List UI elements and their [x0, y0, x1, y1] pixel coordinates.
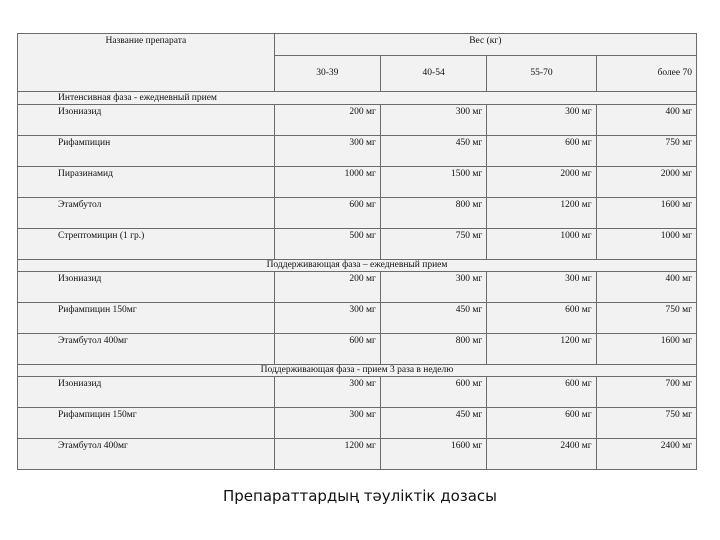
dose-cell: 1000 мг [274, 167, 380, 198]
drug-name-cell: Рифампицин [18, 136, 275, 167]
dose-cell: 300 мг [274, 136, 380, 167]
dose-cell: 1000 мг [596, 229, 696, 260]
dose-cell: 750 мг [596, 303, 696, 334]
dose-cell: 750 мг [596, 408, 696, 439]
dose-cell: 1200 мг [487, 334, 596, 365]
dosage-table [17, 33, 697, 470]
dose-cell: 300 мг [487, 105, 596, 136]
dose-cell: 600 мг [487, 303, 596, 334]
dose-cell: 500 мг [274, 229, 380, 260]
dose-cell: 1600 мг [596, 198, 696, 229]
section-row [18, 260, 697, 272]
dose-cell: 450 мг [380, 303, 486, 334]
table-row [18, 377, 697, 408]
drug-name-cell: Изониазид [18, 105, 275, 136]
dose-cell: 400 мг [596, 272, 696, 303]
dose-cell: 800 мг [380, 334, 486, 365]
drug-name-cell: Этамбутол [18, 198, 275, 229]
dose-cell: 1000 мг [487, 229, 596, 260]
slide-caption: Препараттардың тәуліктік дозасы [222, 487, 498, 505]
dose-cell: 200 мг [274, 105, 380, 136]
dose-cell: 450 мг [380, 408, 486, 439]
section-title: Поддерживающая фаза - прием 3 раза в неделю [18, 365, 697, 377]
dose-cell: 600 мг [380, 377, 486, 408]
table-row [18, 167, 697, 198]
dose-cell: 1500 мг [380, 167, 486, 198]
table-row [18, 408, 697, 439]
table-row [18, 334, 697, 365]
dose-cell: 600 мг [487, 136, 596, 167]
weight-range-cell: 40-54 [380, 56, 486, 92]
table-row [18, 272, 697, 303]
dose-cell: 2000 мг [487, 167, 596, 198]
dose-cell: 200 мг [274, 272, 380, 303]
dose-cell: 300 мг [274, 377, 380, 408]
dose-cell: 300 мг [274, 303, 380, 334]
weight-range-cell: более 70 [596, 56, 696, 92]
dose-cell: 300 мг [487, 272, 596, 303]
dose-cell: 300 мг [274, 408, 380, 439]
drug-name-cell: Этамбутол 400мг [18, 439, 275, 470]
dose-cell: 300 мг [380, 272, 486, 303]
dose-cell: 1600 мг [380, 439, 486, 470]
weight-range-cell: 30-39 [274, 56, 380, 92]
section-title: Интенсивная фаза - ежедневный прием [18, 92, 697, 105]
drug-name-cell: Рифампицин 150мг [18, 408, 275, 439]
drug-name-cell: Изониазид [18, 272, 275, 303]
header-row [18, 34, 697, 56]
drug-name-header: Название препарата [18, 34, 275, 92]
weight-header: Вес (кг) [274, 34, 696, 56]
dose-cell: 1200 мг [487, 198, 596, 229]
dose-cell: 600 мг [487, 408, 596, 439]
section-row [18, 92, 697, 105]
dose-cell: 700 мг [596, 377, 696, 408]
dose-cell: 2000 мг [596, 167, 696, 198]
section-row [18, 365, 697, 377]
dose-cell: 600 мг [274, 334, 380, 365]
table-row [18, 303, 697, 334]
dose-cell: 800 мг [380, 198, 486, 229]
table-row [18, 136, 697, 167]
dose-cell: 2400 мг [596, 439, 696, 470]
dose-cell: 750 мг [596, 136, 696, 167]
table-row [18, 229, 697, 260]
dose-cell: 1600 мг [596, 334, 696, 365]
dose-cell: 1200 мг [274, 439, 380, 470]
dose-cell: 300 мг [380, 105, 486, 136]
table-row [18, 105, 697, 136]
dose-cell: 750 мг [380, 229, 486, 260]
drug-name-cell: Пиразинамид [18, 167, 275, 198]
table-row [18, 439, 697, 470]
table-row [18, 198, 697, 229]
dose-cell: 2400 мг [487, 439, 596, 470]
drug-name-cell: Рифампицин 150мг [18, 303, 275, 334]
section-title: Поддерживающая фаза – ежедневный прием [18, 260, 697, 272]
dose-cell: 600 мг [487, 377, 596, 408]
drug-name-cell: Изониазид [18, 377, 275, 408]
drug-name-cell: Стрептомицин (1 гр.) [18, 229, 275, 260]
weight-range-cell: 55-70 [487, 56, 596, 92]
dose-cell: 600 мг [274, 198, 380, 229]
drug-name-cell: Этамбутол 400мг [18, 334, 275, 365]
dose-cell: 450 мг [380, 136, 486, 167]
dose-cell: 400 мг [596, 105, 696, 136]
